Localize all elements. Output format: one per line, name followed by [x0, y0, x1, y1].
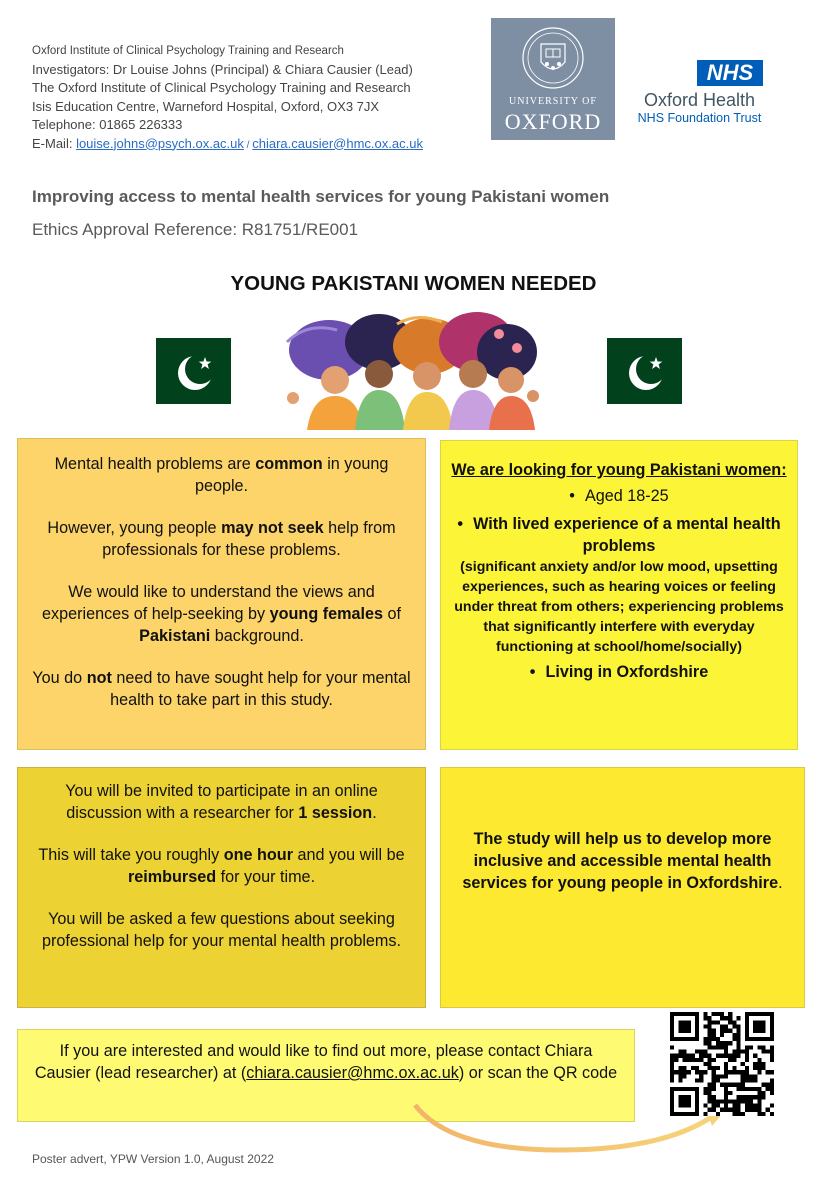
- eligibility-list-2: [451, 661, 787, 683]
- telephone-line: Telephone: 01865 226333: [32, 117, 183, 132]
- pakistan-flag-icon: [582, 338, 682, 404]
- info-box-mental-health: [17, 438, 426, 750]
- pakistan-flag-icon: [131, 338, 231, 404]
- contact-email-link[interactable]: chiara.causier@hmc.ox.ac.uk: [246, 1064, 459, 1082]
- bullet-icon: •: [569, 487, 575, 505]
- eligibility-note: (significant anxiety and/or low mood, upsetting experiences, such as hearing voices or feeling under threat from others; experiencing problems that significantly interfere with everyday functioning at school/home/socially): [454, 559, 784, 655]
- address-line: Isis Education Centre, Warneford Hospital, Oxford, OX3 7JX: [32, 98, 380, 114]
- header-contact: [32, 42, 423, 155]
- institute-line-2: The Oxford Institute of Clinical Psychology Training and Research: [32, 80, 411, 95]
- paragraph: You will be invited to participate in an online discussion with a researcher for 1 session.: [65, 782, 378, 822]
- oxford-logo-text-top: UNIVERSITY OF: [509, 96, 597, 107]
- institute-line: Oxford Institute of Clinical Psychology Training and Research: [32, 45, 344, 57]
- paragraph: We would like to understand the views and experiences of help-seeking by young females of Pakistani background.: [41, 583, 402, 645]
- email-label: E-Mail:: [32, 135, 77, 151]
- study-goal-text: The study will help us to develop more inclusive and accessible mental health services for young people in Oxfordshire: [462, 830, 779, 892]
- nhs-logo-badge: NHS: [697, 60, 763, 86]
- paragraph: You will be asked a few questions about seeking professional help for your mental health problems.: [41, 910, 402, 950]
- page-headline: YOUNG PAKISTANI WOMEN NEEDED: [230, 272, 597, 295]
- email-separator: /: [243, 139, 253, 151]
- list-item: • With lived experience of a mental health problems: [457, 515, 781, 555]
- nhs-trust-name: NHS Foundation Trust: [637, 111, 762, 125]
- email-link-chiara[interactable]: chiara.causier@hmc.ox.ac.uk: [252, 135, 423, 151]
- oxford-logo-text: OXFORD: [504, 109, 602, 134]
- paragraph: However, young people may not seek help from professionals for these problems.: [47, 519, 396, 559]
- nhs-org-name: Oxford Health: [643, 90, 756, 110]
- footer-version: Poster advert, YPW Version 1.0, August 2022: [32, 1152, 274, 1166]
- oxford-crest-icon: [491, 18, 615, 96]
- study-goal-box: The study will help us to develop more inclusive and accessible mental health services for young people in Oxfordshire.: [440, 767, 805, 1008]
- contact-box: If you are interested and would like to find out more, please contact Chiara Causier (lead researcher) at (chiara.causier@hmc.ox.ac.uk) or scan the QR code: [17, 1029, 635, 1122]
- eligibility-list: [451, 485, 787, 557]
- list-item: • Aged 18-25: [569, 487, 669, 505]
- paragraph: You do not need to have sought help for your mental health to take part in this study.: [32, 669, 411, 709]
- bullet-icon: •: [529, 663, 536, 681]
- eligibility-title: We are looking for young Pakistani women:: [451, 461, 787, 479]
- eligibility-box: [440, 440, 798, 750]
- oxford-university-logo: [491, 18, 615, 140]
- ethics-reference: Ethics Approval Reference: R81751/RE001: [32, 220, 359, 239]
- qr-code[interactable]: [670, 1012, 774, 1116]
- email-line: [32, 135, 423, 156]
- paragraph: This will take you roughly one hour and you will be reimbursed for your time.: [38, 846, 405, 886]
- paragraph: Mental health problems are common in young people.: [54, 455, 389, 495]
- bullet-icon: •: [457, 515, 464, 533]
- study-title: Improving access to mental health services for young Pakistani women: [32, 187, 610, 206]
- email-link-louise[interactable]: louise.johns@psych.ox.ac.uk: [76, 135, 244, 151]
- participation-box: [17, 767, 426, 1008]
- women-illustration: [267, 312, 550, 430]
- investigators-line: Investigators: Dr Louise Johns (Principal) & Chiara Causier (Lead): [32, 61, 413, 77]
- list-item: • Living in Oxfordshire: [529, 663, 709, 681]
